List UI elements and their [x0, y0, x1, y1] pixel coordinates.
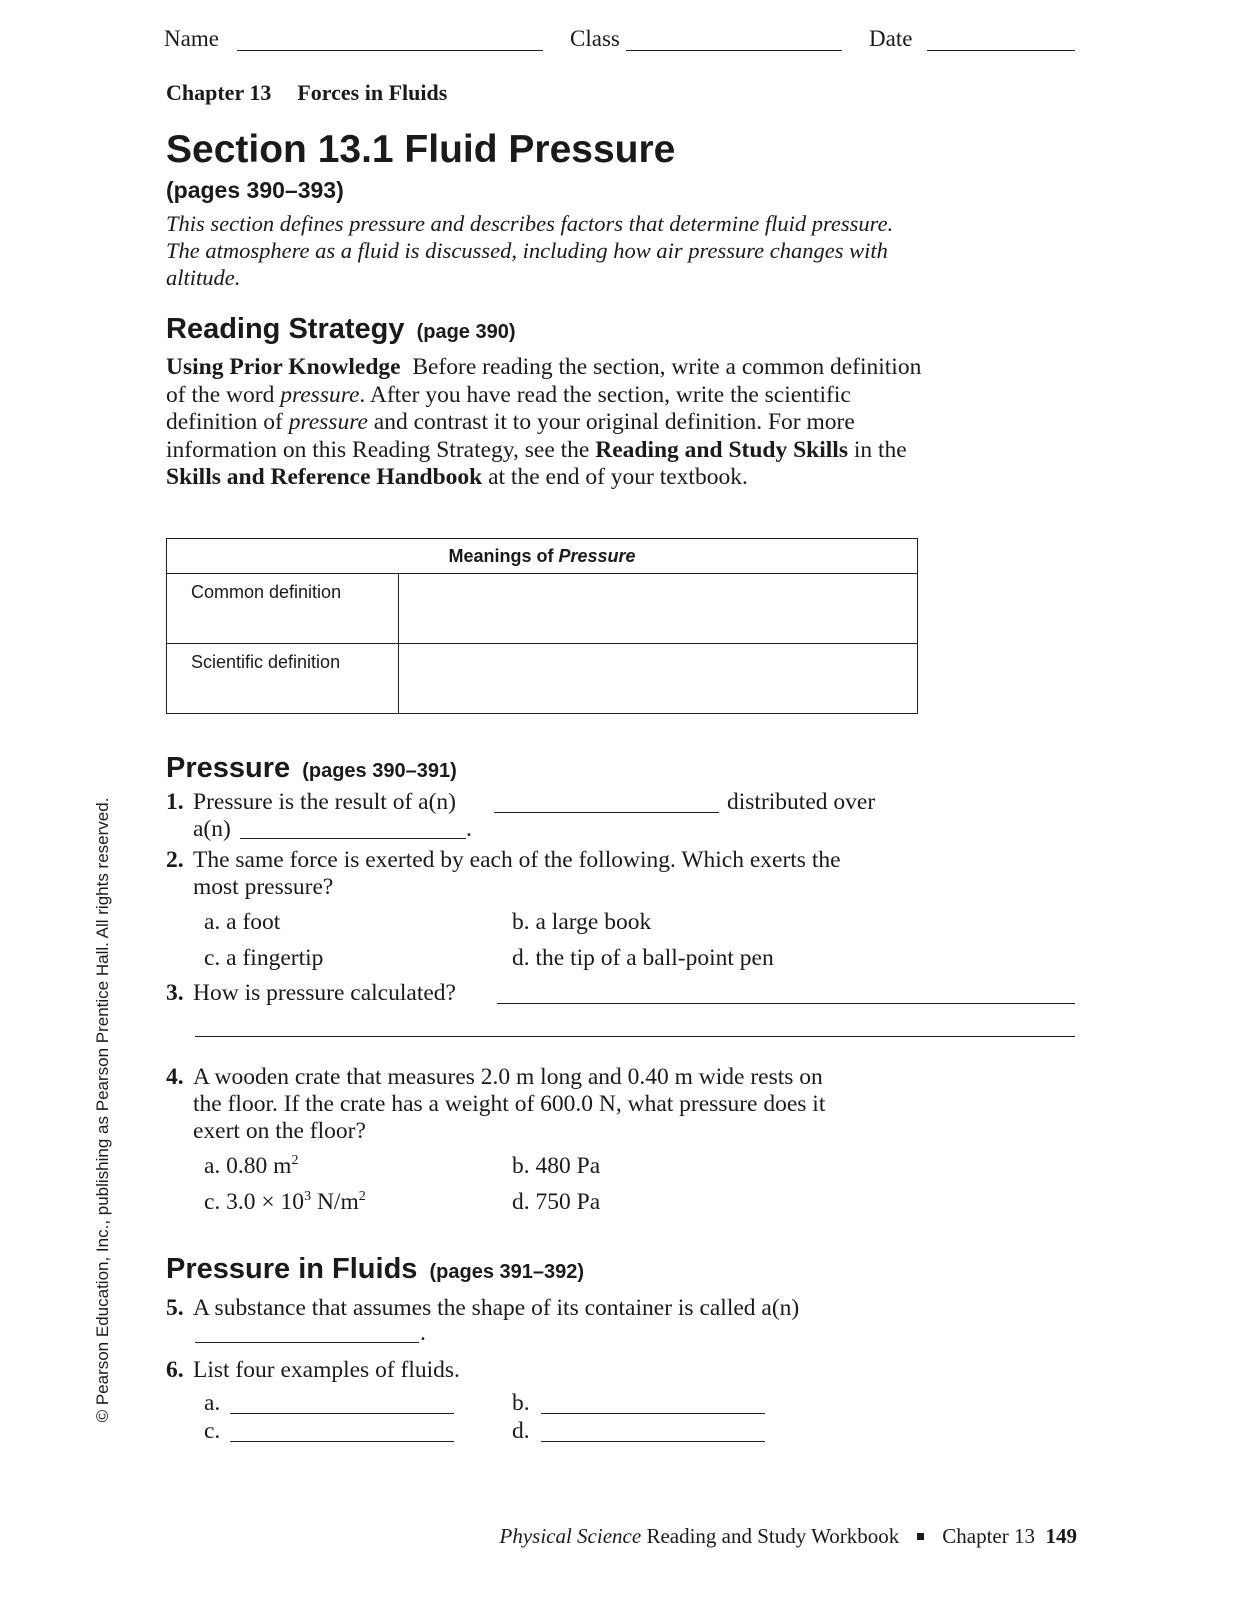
question-number: 2.	[166, 847, 184, 873]
strategy-text: Before reading the section, write a common definition of the word	[166, 354, 922, 408]
class-label: Class	[570, 26, 620, 51]
reading-strategy-title: Reading Strategy	[166, 313, 405, 345]
choice-text: a. 0.80 m	[204, 1153, 292, 1179]
question-number: 4.	[166, 1064, 184, 1090]
section-intro: This section defines pressure and describes factors that determine fluid pressure. The atmosphere as a fluid is discussed, including how air pressure changes with altitude.	[166, 211, 894, 290]
answer-blank[interactable]	[497, 1003, 1075, 1004]
strategy-lead: Using Prior Knowledge	[166, 354, 401, 380]
strategy-text: at the end of your textbook.	[488, 464, 748, 490]
row-label: Common definition	[167, 574, 399, 644]
answer-blank[interactable]	[230, 1413, 454, 1414]
question-text: a(n)	[193, 816, 231, 842]
question-number: 5.	[166, 1295, 184, 1321]
name-label: Name	[164, 26, 219, 51]
question-number: 6.	[166, 1357, 184, 1383]
answer-blank[interactable]	[494, 812, 719, 813]
table-header-text: Meanings of	[448, 545, 554, 566]
footer-chapter: Chapter 13	[942, 1524, 1035, 1548]
answer-blank[interactable]	[240, 838, 466, 839]
choice-b[interactable]: b. a large book	[512, 909, 652, 935]
period: .	[420, 1320, 426, 1346]
list-label: c.	[204, 1418, 221, 1444]
date-field[interactable]	[927, 50, 1075, 51]
question-text: the floor. If the crate has a weight of 600.0 N, what pressure does it	[193, 1091, 826, 1117]
answer-blank[interactable]	[195, 1036, 1075, 1037]
answer-blank[interactable]	[195, 1342, 419, 1343]
reading-strategy-heading	[166, 313, 516, 346]
section-pages: (pages 390–393)	[166, 177, 344, 203]
superscript: 3	[304, 1189, 312, 1205]
question-text: most pressure?	[193, 874, 334, 900]
chapter-title: Forces in Fluids	[297, 80, 448, 105]
strategy-reference: Skills and Reference Handbook	[166, 464, 483, 490]
section-title: Section 13.1 Fluid Pressure	[166, 128, 676, 171]
question-number: 3.	[166, 980, 184, 1006]
chapter-heading	[166, 80, 447, 106]
footer-book-title: Physical Science	[499, 1524, 642, 1548]
fluids-heading	[166, 1253, 584, 1286]
answer-blank[interactable]	[541, 1441, 765, 1442]
question-text: How is pressure calculated?	[193, 980, 456, 1006]
question-number: 1.	[166, 789, 184, 815]
choice-a[interactable]: a. a foot	[204, 909, 281, 935]
choice-text: N/m	[311, 1189, 359, 1215]
pressure-title: Pressure	[166, 752, 291, 784]
question-text: A substance that assumes the shape of its container is called a(n)	[193, 1295, 800, 1321]
fluids-pages: (pages 391–392)	[429, 1261, 585, 1283]
copyright-notice: © Pearson Education, Inc., publishing as Pearson Prentice Hall. All rights reserved.	[93, 797, 112, 1423]
pressure-pages: (pages 390–391)	[302, 760, 457, 782]
list-label: a.	[204, 1390, 221, 1416]
strategy-text: and contrast it to your original definition. For more information on this Reading Strategy, see the	[166, 409, 855, 463]
list-label: d.	[512, 1418, 530, 1444]
pressure-heading	[166, 752, 457, 785]
page-footer	[500, 1524, 1078, 1549]
answer-cell[interactable]	[399, 644, 918, 714]
question-text: distributed over	[727, 789, 876, 815]
chapter-label: Chapter 13	[166, 80, 272, 105]
separator-square	[917, 1533, 924, 1540]
question-text: A wooden crate that measures 2.0 m long and 0.40 m wide rests on	[193, 1064, 823, 1090]
answer-blank[interactable]	[230, 1441, 454, 1442]
choice-a[interactable]	[204, 1153, 298, 1180]
footer-book-subtitle: Reading and Study Workbook	[646, 1524, 900, 1548]
class-field[interactable]	[626, 50, 842, 51]
choice-d[interactable]: d. the tip of a ball-point pen	[512, 945, 774, 971]
strategy-reference: Reading and Study Skills	[595, 436, 848, 463]
strategy-text: in the	[853, 436, 907, 463]
strategy-term: pressure	[288, 409, 368, 435]
question-text: exert on the floor?	[193, 1118, 366, 1144]
table-row	[167, 644, 918, 714]
fluids-title: Pressure in Fluids	[166, 1253, 418, 1285]
list-label: b.	[512, 1390, 530, 1416]
strategy-term: pressure	[280, 381, 360, 408]
choice-c[interactable]	[204, 1189, 366, 1216]
superscript: 2	[358, 1189, 366, 1205]
page-number: 149	[1045, 1524, 1077, 1548]
period: .	[466, 816, 472, 842]
strategy-text: . After you have read the section, write the scientific definition of	[166, 381, 851, 435]
choice-text: c. 3.0 × 10	[204, 1189, 305, 1215]
name-field[interactable]	[237, 50, 543, 51]
answer-blank[interactable]	[541, 1413, 765, 1414]
table-header-term: Pressure	[558, 545, 636, 566]
choice-d[interactable]: d. 750 Pa	[512, 1189, 601, 1215]
question-text: The same force is exerted by each of the following. Which exerts the	[193, 847, 841, 873]
answer-cell[interactable]	[399, 574, 918, 644]
date-label: Date	[869, 26, 913, 51]
choice-c[interactable]: c. a fingertip	[204, 945, 324, 971]
question-text: List four examples of fluids.	[193, 1357, 460, 1383]
question-text: Pressure is the result of a(n)	[193, 789, 456, 815]
reading-strategy-pages: (page 390)	[416, 321, 516, 343]
reading-strategy-paragraph	[166, 354, 926, 492]
superscript: 2	[291, 1153, 299, 1169]
choice-b[interactable]: b. 480 Pa	[512, 1153, 601, 1179]
table-header	[167, 539, 918, 574]
table-row	[167, 574, 918, 644]
row-label: Scientific definition	[167, 644, 399, 714]
meanings-table	[166, 538, 918, 714]
